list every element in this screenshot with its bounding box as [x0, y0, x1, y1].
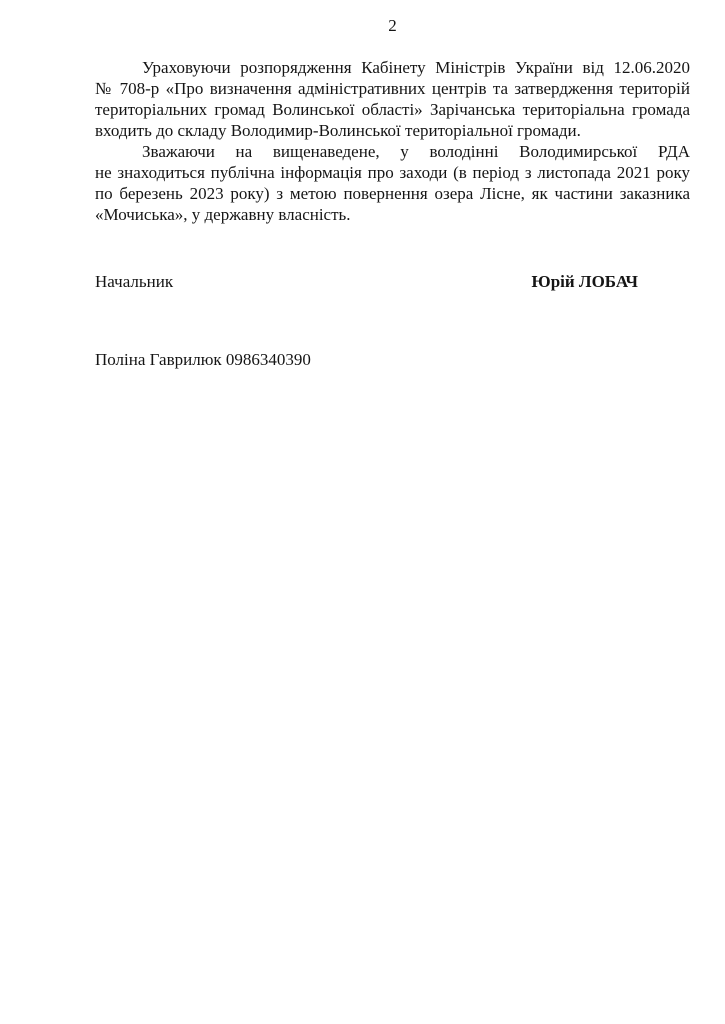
document-body [95, 57, 690, 225]
executor-contact: Поліна Гаврилюк 0986340390 [95, 350, 311, 369]
text-line: не знаходиться публічна інформація про заходи (в період з листопада 2021 року [95, 163, 690, 182]
paragraph [95, 57, 690, 141]
paragraph [95, 141, 690, 225]
signatory-position: Начальник [95, 272, 174, 291]
text-line: територіальних громад Волинської області» Зарічанська територіальна громада [95, 100, 690, 119]
text-line: входить до складу Володимир-Волинської територіальної громади. [95, 121, 581, 140]
text-line: «Мочиська», у державну власність. [95, 205, 351, 224]
text-line: Зважаючи на вищенаведене, у володінні Володимирської РДА [142, 142, 690, 161]
text-line: Ураховуючи розпорядження Кабінету Міністрів України від 12.06.2020 [142, 58, 690, 77]
text-line: по березень 2023 року) з метою повернення озера Лісне, як частини заказника [95, 184, 690, 203]
signatory-name: Юрій ЛОБАЧ [531, 272, 638, 291]
signature-row [95, 271, 690, 292]
page-number: 2 [388, 16, 397, 35]
text-line: № 708-р «Про визначення адміністративних центрів та затвердження територій [95, 79, 690, 98]
